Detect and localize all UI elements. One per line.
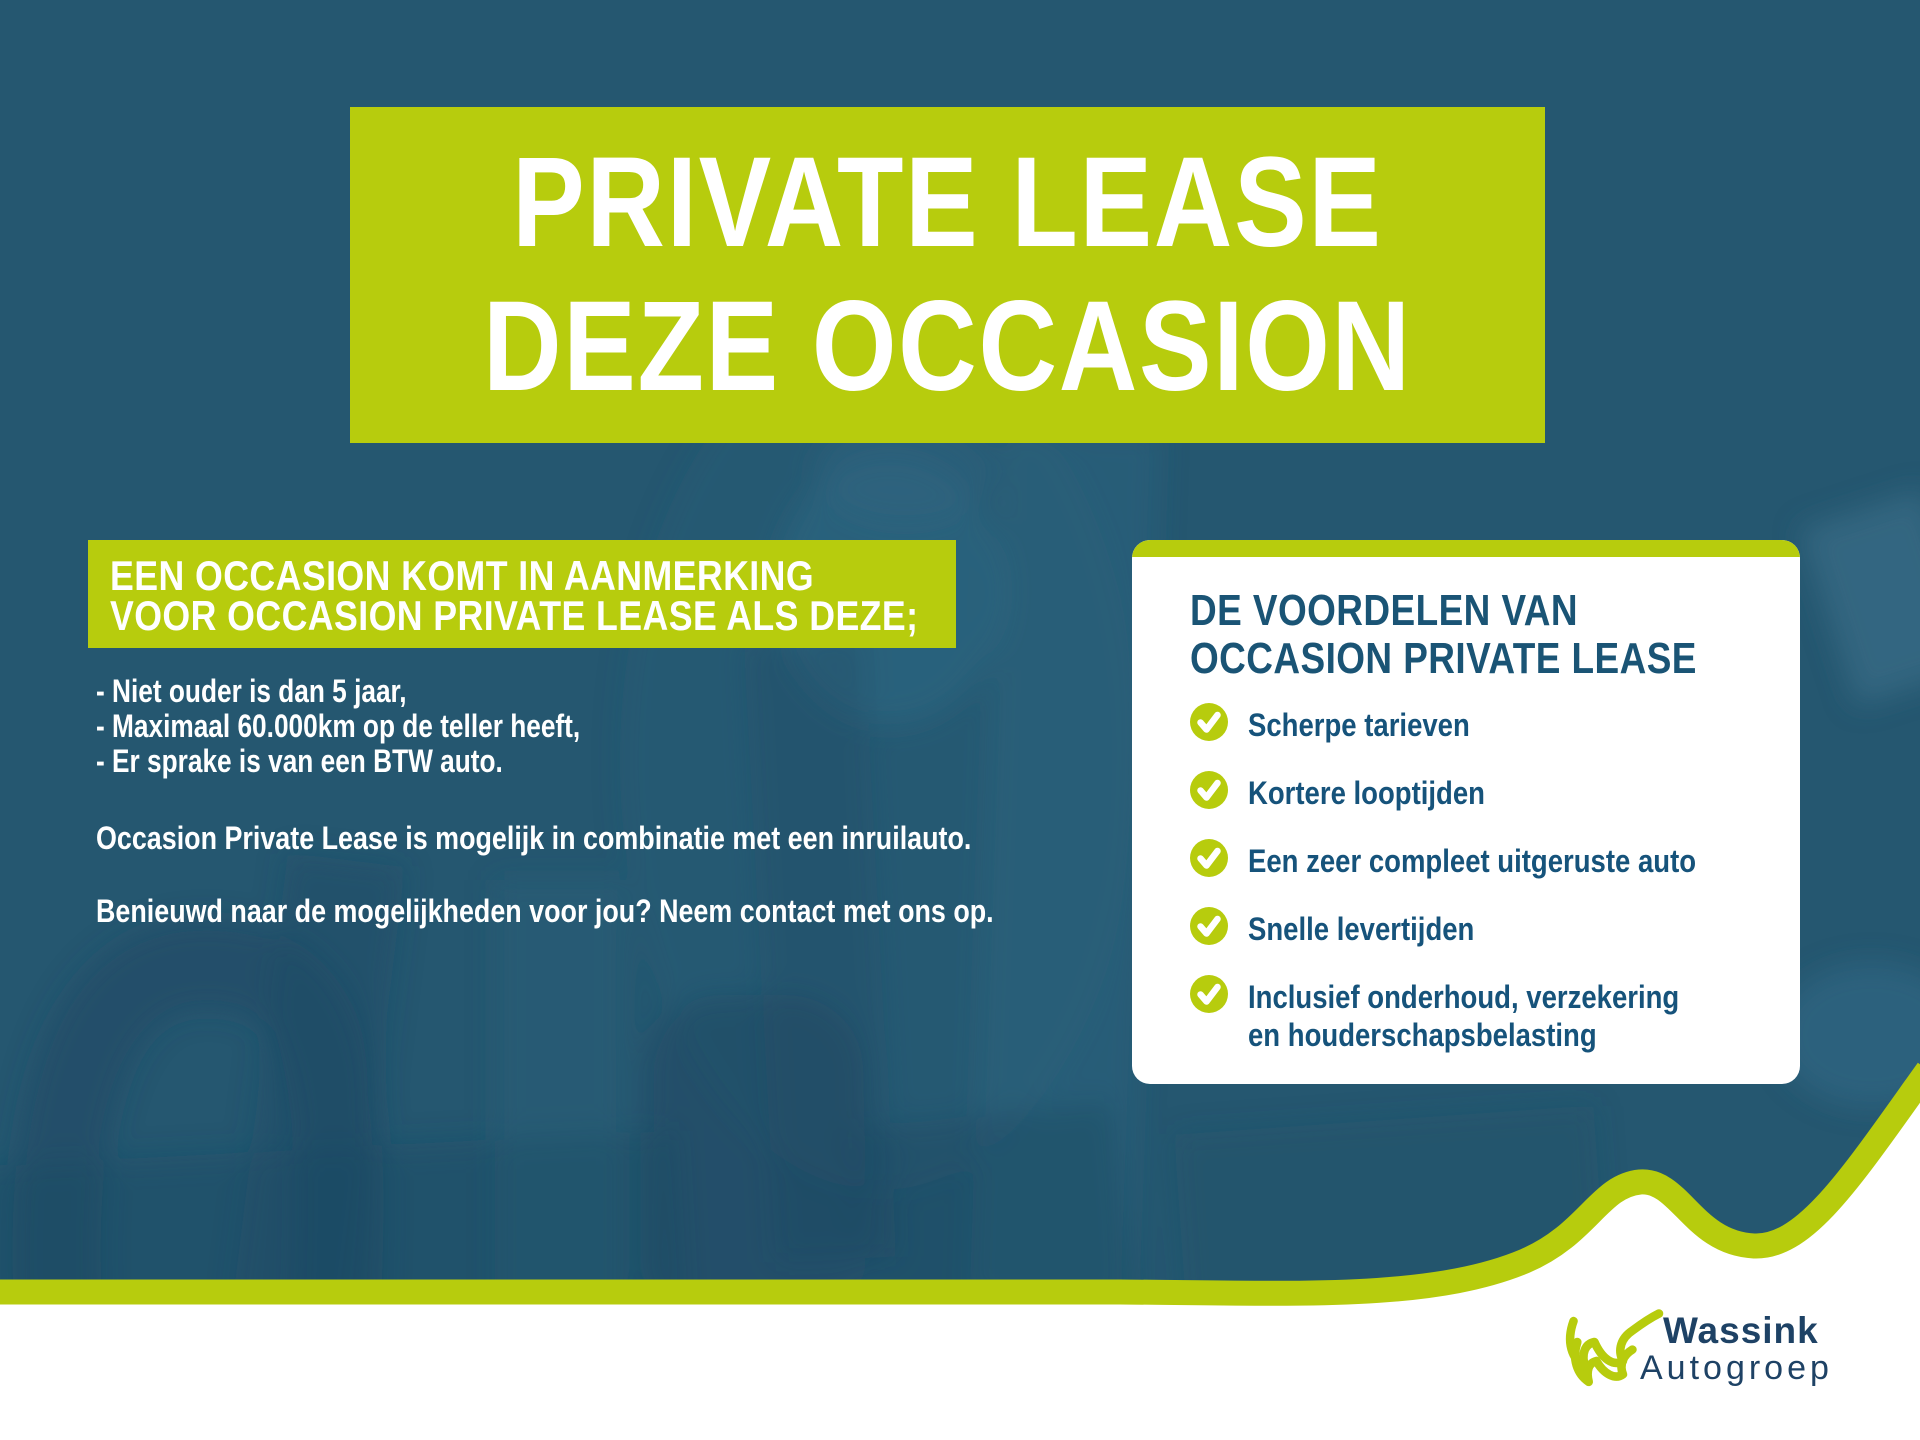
card-title-line2: OCCASION PRIVATE LEASE — [1190, 634, 1697, 683]
condition-item: - Maximaal 60.000km op de teller heeft, — [96, 708, 581, 744]
benefits-card — [1132, 540, 1800, 1084]
check-circle-icon — [1190, 771, 1228, 809]
benefit-row — [1190, 907, 1756, 948]
check-circle-icon — [1190, 907, 1228, 945]
benefit-label: Een zeer compleet uitgeruste auto — [1248, 843, 1697, 879]
logo-suffix: Autogroep — [1640, 1349, 1833, 1387]
benefit-row — [1190, 703, 1756, 744]
check-circle-icon — [1190, 975, 1228, 1013]
eligibility-heading-line2: VOOR OCCASION PRIVATE LEASE ALS DEZE; — [110, 592, 919, 639]
card-body — [1132, 557, 1800, 1054]
benefit-row — [1190, 771, 1756, 812]
hero-title-line1: PRIVATE LEASE — [512, 131, 1383, 274]
check-circle-icon — [1190, 703, 1228, 741]
eligibility-heading — [110, 552, 919, 639]
card-accent-bar — [1132, 540, 1800, 557]
hero-title — [483, 131, 1412, 419]
logo-name: Wassink — [1663, 1310, 1819, 1351]
contact-paragraph: Benieuwd naar de mogelijkheden voor jou? Neem contact met ons op. — [96, 893, 994, 929]
hero-banner — [350, 107, 1545, 443]
benefit-row — [1190, 839, 1756, 880]
tradein-paragraph: Occasion Private Lease is mogelijk in combinatie met een inruilauto. — [96, 820, 972, 856]
condition-item: - Er sprake is van een BTW auto. — [96, 743, 503, 779]
benefit-label: Snelle levertijden — [1248, 911, 1475, 947]
check-circle-icon — [1190, 839, 1228, 877]
conditions-list — [96, 674, 580, 779]
benefits-list — [1190, 703, 1756, 1054]
eligibility-heading-line1: EEN OCCASION KOMT IN AANMERKING — [110, 552, 815, 599]
benefit-label: Scherpe tarieven — [1248, 707, 1470, 743]
card-title-line1: DE VOORDELEN VAN — [1190, 586, 1579, 635]
benefit-row — [1190, 975, 1756, 1054]
wassink-logo — [1560, 1298, 1900, 1408]
condition-item: - Niet ouder is dan 5 jaar, — [96, 673, 407, 709]
benefit-label: Inclusief onderhoud, verzekering en houderschapsbelasting — [1248, 979, 1680, 1053]
eligibility-banner — [88, 540, 956, 648]
hero-title-line2: DEZE OCCASION — [483, 275, 1412, 418]
card-title — [1190, 586, 1697, 683]
benefit-label: Kortere looptijden — [1248, 775, 1485, 811]
